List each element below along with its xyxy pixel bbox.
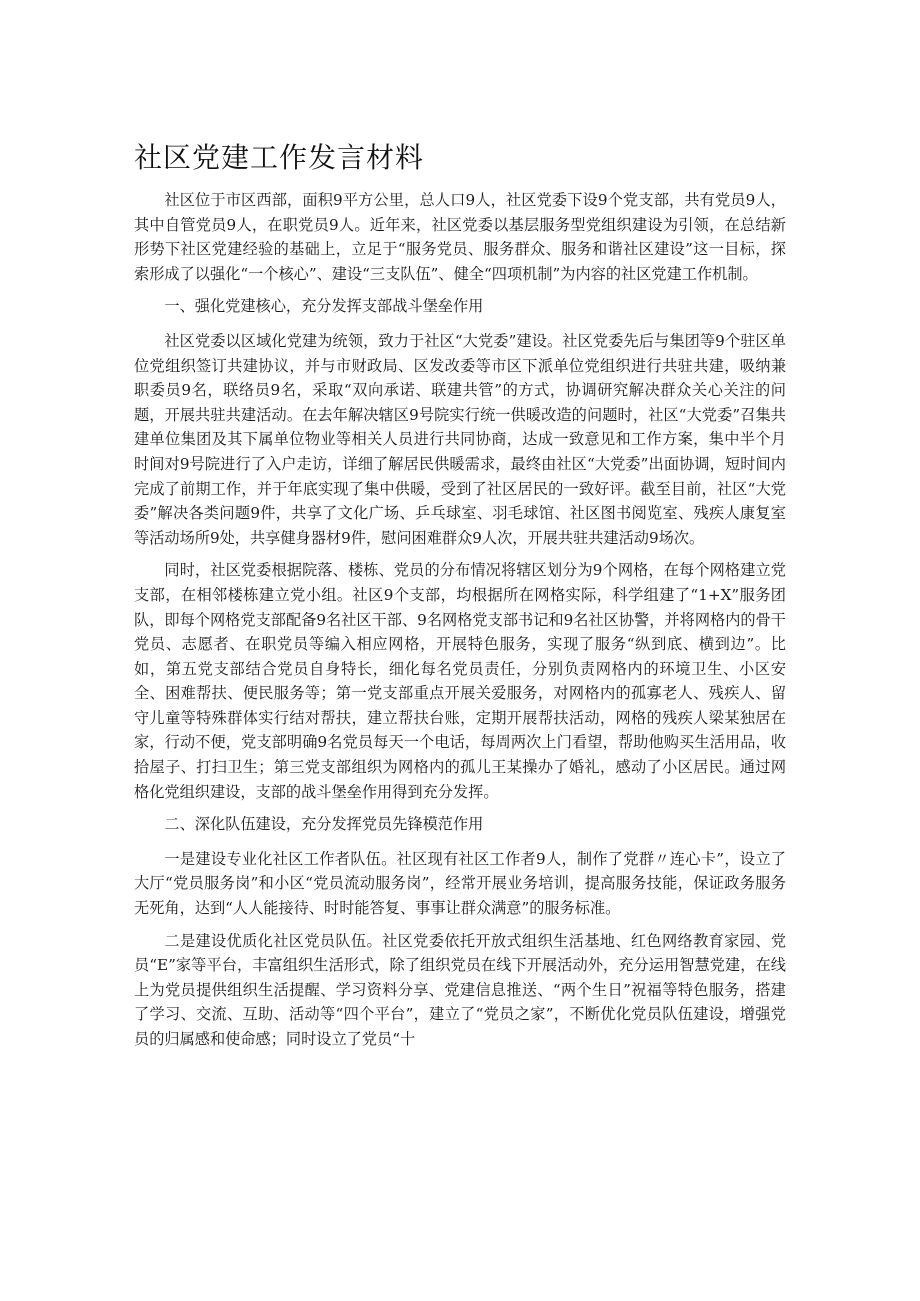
document-title: 社区党建工作发言材料 — [134, 141, 425, 174]
section2-paragraph-1: 一是建设专业化社区工作者队伍。社区现有社区工作者9人，制作了党群〃连心卡”，设立了大厅“党员服务岗”和小区“党员流动服务岗”，经常开展业务培训，提高服务技能，保证政务服务无死角，达到“人人能接待、时时能答复、事事让群众满意”的服务标准。 — [134, 849, 786, 918]
section1-heading: 一、强化党建核心，充分发挥支部战斗堡垒作用 — [164, 297, 484, 316]
section2-paragraph-2: 二是建设优质化社区党员队伍。社区党委依托开放式组织生活基地、红色网络教育家园、党员“E”家等平台，丰富组织生活形式，除了组织党员在线下开展活动外，充分运用智慧党建，在线上为党员提供组织生活提醒、学习资料分享、党建信息推送、“两个生日”祝福等特色服务，搭建了学习、交流、互助、活动等“四个平台”，建立了“党员之家”，不断优化党员队伍建设，增强党员的归属感和使命感；同时设立了党员“十 — [134, 931, 786, 1048]
intro-paragraph: 社区位于市区西部，面积9平方公里，总人口9人，社区党委下设9个党支部，共有党员9人，其中自管党员9人，在职党员9人。近年来，社区党委以基层服务型党组织建设为引领，在总结新形势下社区党建经验的基础上，立足于“服务党员、服务群众、服务和谐社区建设”这一目标，探索形成了以强化“一个核心”、建设“三支队伍”、健全“四项机制”为内容的社区党建工作机制。 — [134, 191, 786, 283]
document-page — [134, 140, 786, 1060]
section2-heading: 二、深化队伍建设，充分发挥党员先锋模范作用 — [164, 815, 484, 834]
section1-paragraph-1: 社区党委以区域化党建为统领，致力于社区“大党委”建设。社区党委先后与集团等9个驻区单位党组织签订共建协议，并与市财政局、区发改委等市区下派单位党组织进行共驻共建，吸纳兼职委员9名，联络员9名，采取“双向承诺、联建共管”的方式，协调研究解决群众关心关注的问题，开展共驻共建活动。在去年解决辖区9号院实行统一供暖改造的问题时，社区“大党委”召集共建单位集团及其下属单位物业等相关人员进行共同协商，达成一致意见和工作方案，集中半个月时间对9号院进行了入户走访，详细了解居民供暖需求，最终由社区“大党委”出面协调，短时间内完成了前期工作，并于年底实现了集中供暖，受到了社区居民的一致好评。截至目前，社区“大党委”解决各类问题9件，共享了文化广场、乒乓球室、羽毛球馆、社区图书阅览室、残疾人康复室等活动场所9处，共享健身器材9件，慰问困难群众9人次，开展共驻共建活动9场次。 — [134, 331, 786, 547]
section1-paragraph-2: 同时，社区党委根据院落、楼栋、党员的分布情况将辖区划分为9个网格，在每个网格建立党支部，在相邻楼栋建立党小组。社区9个支部，均根据所在网格实际，科学组建了“1+X”服务团队，即每个网格党支部配备9名社区干部、9名网格党支部书记和9名社区协警，并将网格内的骨干党员、志愿者、在职党员等编入相应网格，开展特色服务，实现了服务“纵到底、横到边”。比如，第五党支部结合党员自身特长，细化每名党员责任，分别负责网格内的环境卫生、小区安全、困难帮扶、便民服务等；第一党支部重点开展关爱服务，对网格内的孤寡老人、残疾人、留守儿童等特殊群体实行结对帮扶，建立帮扶台账，定期开展帮扶活动，网格的残疾人梁某独居在家，行动不便，党支部明确9名党员每天一个电话，每周两次上门看望，帮助他购买生活用品，收拾屋子、打扫卫生；第三党支部组织为网格内的孤儿王某操办了婚礼，感动了小区居民。通过网格化党组织建设，支部的战斗堡垒作用得到充分发挥。 — [134, 561, 786, 801]
